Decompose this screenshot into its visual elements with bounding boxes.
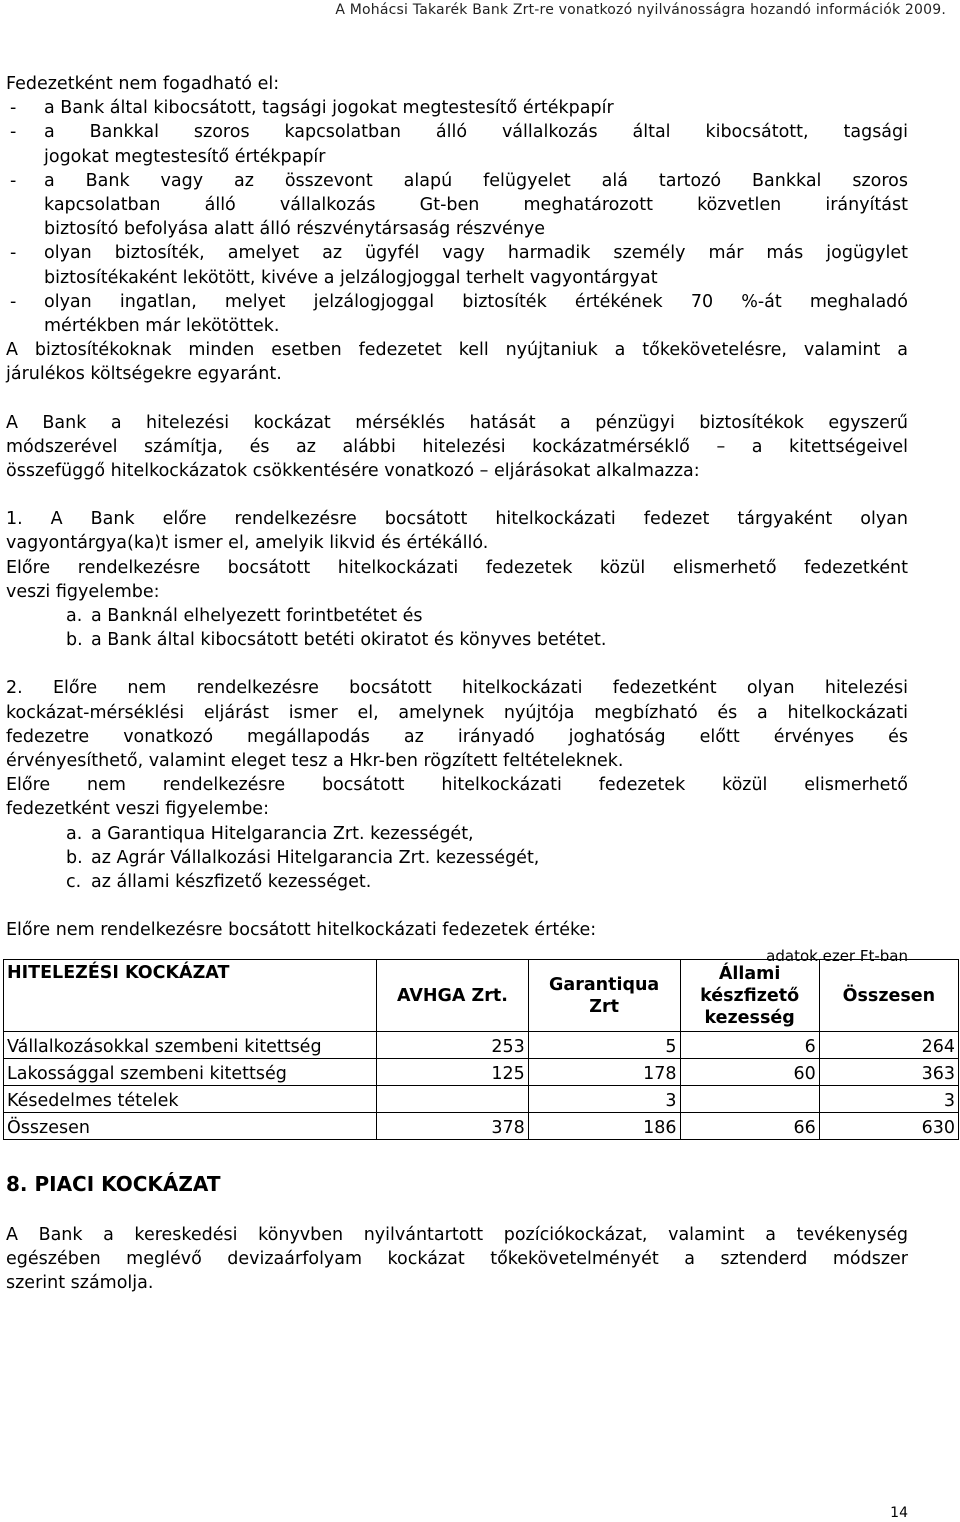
table-row — [4, 1032, 959, 1059]
dash-bullet: - — [10, 122, 17, 143]
dash-bullet: - — [10, 243, 17, 264]
paragraph-unfunded-eligible — [6, 773, 908, 821]
text-line: a Bank által kibocsátott, tagsági jogokat megtestesítő értékpapír — [44, 98, 614, 119]
list-item — [6, 604, 908, 628]
text-line: 1. A Bank előre rendelkezésre bocsátott hitelkockázati fedezet tárgyaként olyan — [6, 509, 908, 530]
table-header-avhga: AVHGA Zrt. — [377, 960, 529, 1032]
table-cell: 3 — [528, 1086, 680, 1113]
text-line: érvényesíthető, valamint eleget tesz a Hkr-ben rögzített feltételeknek. — [6, 751, 624, 772]
funded-list — [6, 604, 908, 652]
table-header-total: Összesen — [819, 960, 958, 1032]
text-line: Előre nem rendelkezésre bocsátott hitelkockázati fedezetek közül elismerhető — [6, 775, 908, 796]
list-item — [6, 822, 908, 846]
list-text: a Banknál elhelyezett forintbetétet és — [91, 606, 423, 627]
table-row-label: Lakossággal szembeni kitettség — [4, 1059, 377, 1086]
table-cell: 363 — [819, 1059, 958, 1086]
table-cell: 253 — [377, 1032, 529, 1059]
text-line: kapcsolatban álló vállalkozás Gt-ben meghatározott közvetlen irányítást — [44, 195, 908, 216]
text-line: olyan ingatlan, melyet jelzálogjoggal biztosíték értékének 70 %-át meghaladó — [44, 291, 908, 312]
list-item — [6, 96, 908, 120]
text-line: jogokat megtestesítő értékpapír — [44, 146, 326, 167]
section-text — [6, 1223, 908, 1296]
table-cell — [680, 1086, 819, 1113]
list-item — [6, 290, 908, 338]
list-item — [6, 241, 908, 289]
table-cell: 6 — [680, 1032, 819, 1059]
table-cell: 60 — [680, 1059, 819, 1086]
table-cell: 630 — [819, 1113, 958, 1140]
table-row — [4, 1059, 959, 1086]
text-line: olyan biztosíték, amelyet az ügyfél vagy harmadik személy már más jogügylet — [44, 243, 908, 264]
table-header-risk: HITELEZÉSI KOCKÁZAT — [4, 960, 377, 1032]
text-line: veszi figyelembe: — [6, 581, 160, 602]
table-cell — [377, 1086, 529, 1113]
unfunded-list — [6, 822, 908, 895]
credit-protection-table — [3, 959, 959, 1140]
list-item — [6, 120, 908, 168]
table-header-state: Állami készfizető kezesség — [680, 960, 819, 1032]
table-row-label: Vállalkozásokkal szembeni kitettség — [4, 1032, 377, 1059]
page-number: 14 — [890, 1505, 908, 1521]
table-cell: 378 — [377, 1113, 529, 1140]
table-row — [4, 1113, 959, 1140]
list-letter: a. — [66, 606, 83, 627]
table-cell: 125 — [377, 1059, 529, 1086]
page-header: A Mohácsi Takarék Bank Zrt-re vonatkozó nyilvánosságra hozandó információk 2009. — [335, 2, 946, 18]
list-text: az állami készfizető kezességet. — [91, 872, 372, 893]
table-cell: 5 — [528, 1032, 680, 1059]
text-line: szerint számolja. — [6, 1273, 154, 1294]
table-cell: 186 — [528, 1113, 680, 1140]
text-line: járulékos költségekre egyaránt. — [6, 364, 282, 385]
paragraph-funded-protection — [6, 507, 908, 555]
text-line: kockázat-mérséklési eljárást ismer el, amelynek nyújtója megbízható és a hitelkockázati — [6, 702, 908, 723]
list-letter: c. — [66, 872, 82, 893]
table-cell: 66 — [680, 1113, 819, 1140]
dash-bullet: - — [10, 98, 17, 119]
paragraph-collateral — [6, 338, 908, 386]
document-body — [6, 72, 908, 965]
list-text: a Bank által kibocsátott betéti okiratot és könyves betétet. — [91, 630, 607, 651]
text-line: biztosító befolyása alatt álló részvénytársaság részvénye — [44, 219, 546, 240]
table-header-garantiqua: Garantiqua Zrt — [528, 960, 680, 1032]
text-line: mértékben már lekötöttek. — [44, 316, 280, 337]
list-letter: b. — [66, 630, 83, 651]
text-line: egészében meglévő devizaárfolyam kockázat tőkekövetelményét a sztenderd módszer — [6, 1249, 908, 1270]
text-line: A Bank a hitelezési kockázat mérséklés hatását a pénzügyi biztosítékok egyszerű — [6, 412, 908, 433]
text-line: A Bank a kereskedési könyvben nyilvántartott pozíciókockázat, valamint a tevékenység — [6, 1225, 908, 1245]
table-cell: 178 — [528, 1059, 680, 1086]
list-item — [6, 870, 908, 894]
section-title: 8. PIACI KOCKÁZAT — [6, 1172, 221, 1196]
list-text: a Garantiqua Hitelgarancia Zrt. kezességét, — [91, 823, 474, 844]
text-line: A biztosítékoknak minden esetben fedezetet kell nyújtaniuk a tőkekövetelésre, valamint a — [6, 340, 908, 361]
table-cell: 3 — [819, 1086, 958, 1113]
list-item — [6, 628, 908, 652]
dash-bullet: - — [10, 291, 17, 312]
list-letter: b. — [66, 847, 83, 868]
text-line: a Bank vagy az összevont alapú felügyelet alá tartozó Bankkal szoros — [44, 170, 908, 191]
table-unit-note: adatok ezer Ft-ban — [766, 946, 908, 965]
dash-bullet: - — [10, 170, 17, 191]
paragraph-risk-mitigation — [6, 411, 908, 484]
table-row — [4, 1086, 959, 1113]
text-line: Előre rendelkezésre bocsátott hitelkockázati fedezetek közül elismerhető fedezetként — [6, 557, 908, 578]
text-line: fedezetként veszi figyelembe: — [6, 799, 269, 820]
text-line: fedezetre vonatkozó megállapodás az irányadó joghatóság előtt érvényes és — [6, 726, 908, 747]
exclusion-list — [6, 96, 908, 338]
table-cell: 264 — [819, 1032, 958, 1059]
text-line: biztosítékaként lekötött, kivéve a jelzálogjoggal terhelt vagyontárgyat — [44, 267, 658, 288]
list-text: az Agrár Vállalkozási Hitelgarancia Zrt. kezességét, — [91, 847, 540, 868]
intro-text: Fedezetként nem fogadható el: — [6, 74, 280, 94]
paragraph-unfunded-protection — [6, 676, 908, 773]
text-line: a Bankkal szoros kapcsolatban álló vállalkozás által kibocsátott, tagsági — [44, 122, 908, 143]
text-line: vagyontárgya(ka)t ismer el, amelyik likvid és értékálló. — [6, 533, 489, 554]
text-line: 2. Előre nem rendelkezésre bocsátott hitelkockázati fedezetként olyan hitelezési — [6, 678, 908, 699]
list-letter: a. — [66, 823, 83, 844]
text-line: összefüggő hitelkockázatok csökkentésére vonatkozó – eljárásokat alkalmazza: — [6, 461, 700, 482]
table-row-label: Késedelmes tételek — [4, 1086, 377, 1113]
table-row-label: Összesen — [4, 1113, 377, 1140]
list-item — [6, 846, 908, 870]
text-line: módszerével számítja, és az alábbi hitelezési kockázatmérséklő – a kitettségeivel — [6, 436, 908, 457]
list-item — [6, 169, 908, 242]
table-intro: Előre nem rendelkezésre bocsátott hitelkockázati fedezetek értéke: — [6, 920, 597, 941]
paragraph-funded-eligible — [6, 556, 908, 604]
